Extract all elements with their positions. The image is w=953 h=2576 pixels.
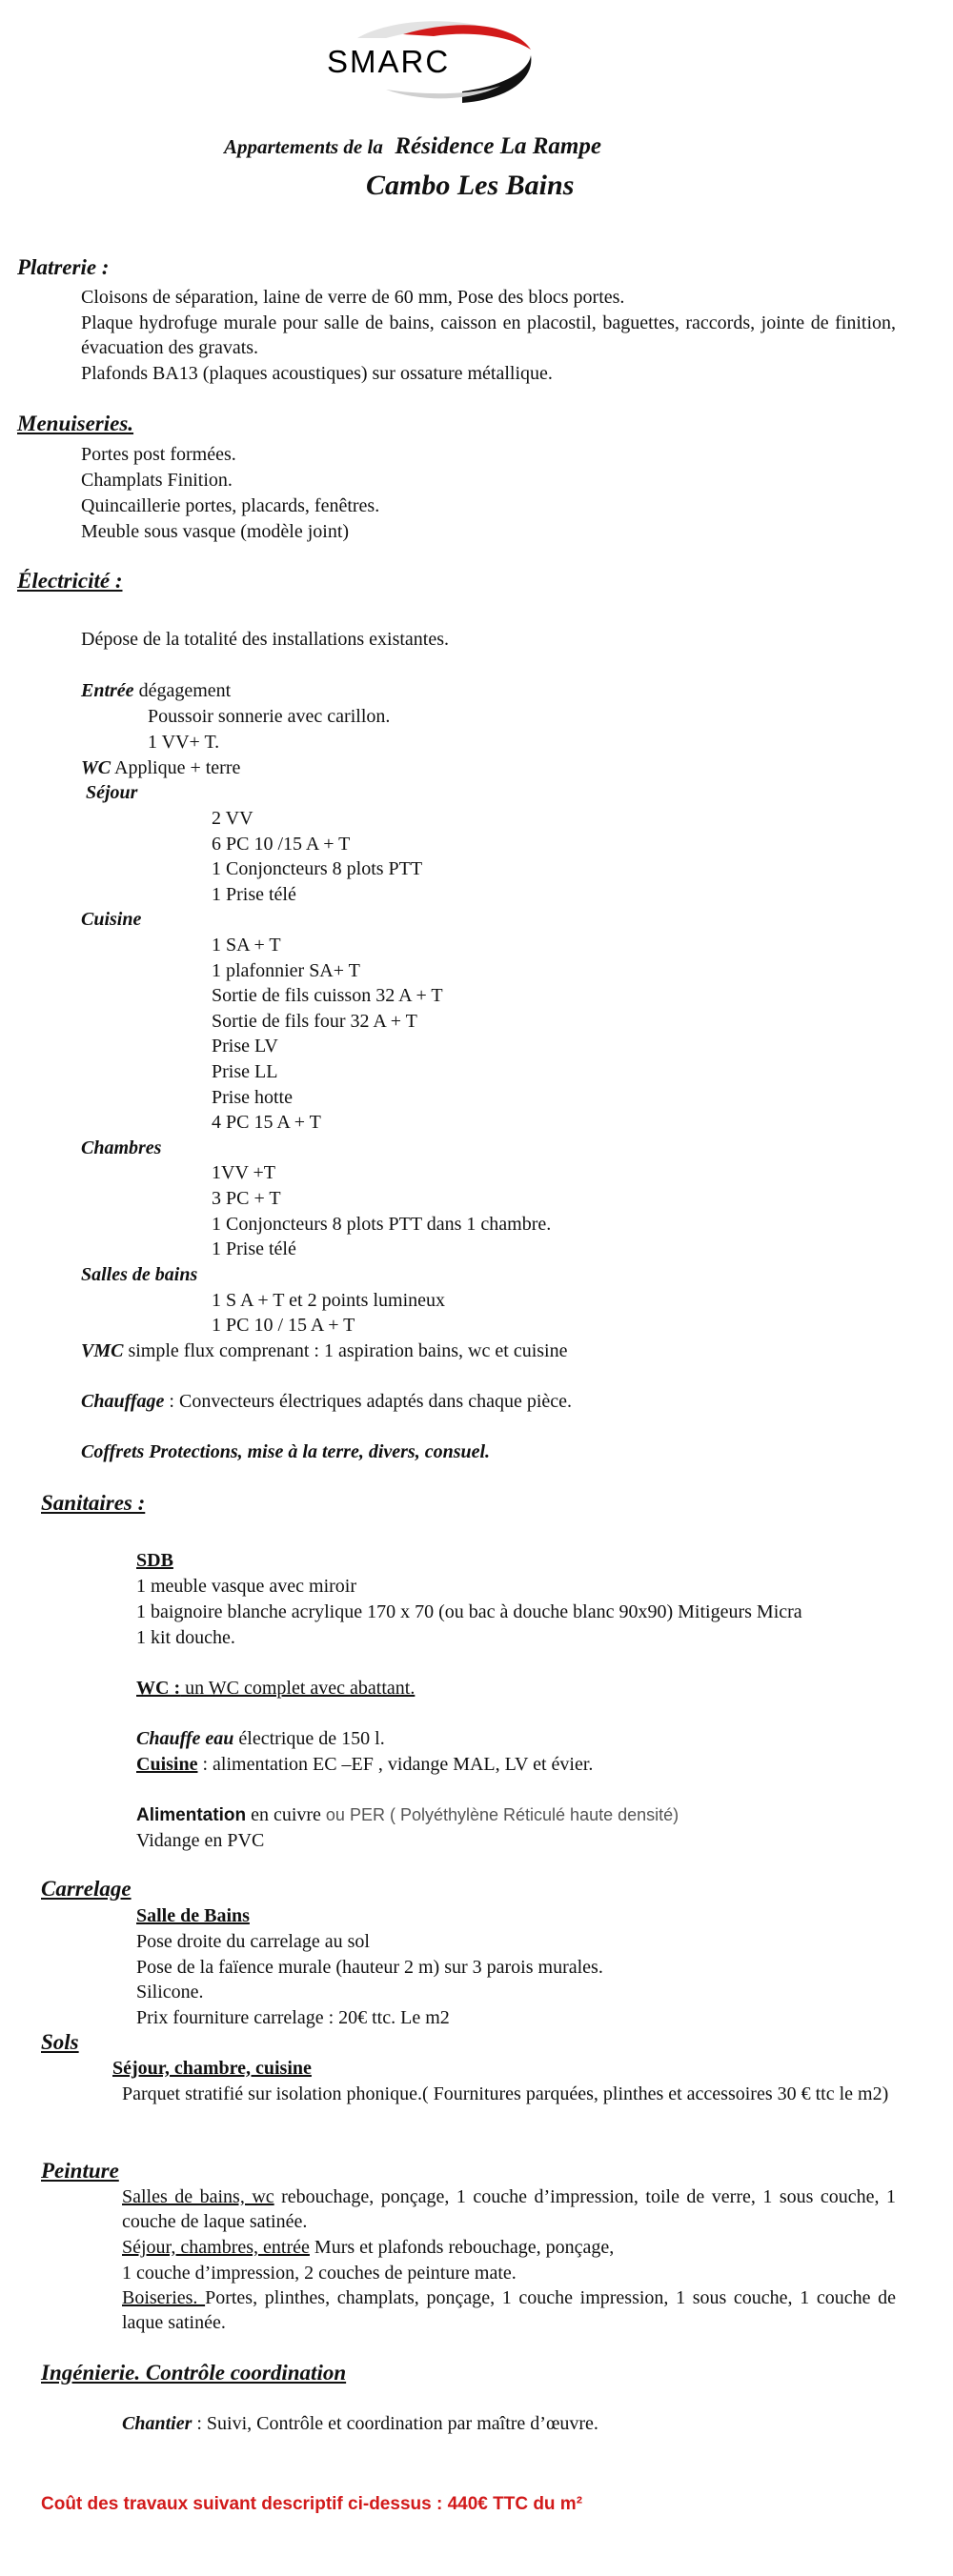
sejour-label: Séjour xyxy=(86,782,138,803)
peinture-p3-text: Portes, plinthes, champlats, ponçage, 1 couche impression, 1 sous couche, 1 couche de laque satinée. xyxy=(122,2287,897,2333)
cost-summary: Coût des travaux suivant descriptif ci-dessus : 440€ TTC du m² xyxy=(41,2494,583,2514)
cuisine-item: Sortie de fils four 32 A + T xyxy=(212,1011,417,1032)
electricite-vmc xyxy=(81,1338,567,1363)
carrelage-item: Prix fourniture carrelage : 20€ ttc. Le m2 xyxy=(136,2007,450,2028)
sanitaires-cuisine-text: : alimentation EC –EF , vidange MAL, LV et évier. xyxy=(197,1754,594,1775)
sdb-label: Salles de bains xyxy=(81,1264,198,1285)
menuiseries-item: Meuble sous vasque (modèle joint) xyxy=(81,521,350,542)
section-title-carrelage: Carrelage xyxy=(41,1877,132,1901)
title-main: Résidence La Rampe xyxy=(395,133,601,159)
chauffe-eau-text: électrique de 150 l. xyxy=(233,1728,385,1749)
sanitaires-sdb-item: 1 baignoire blanche acrylique 170 x 70 (ou bac à douche blanc 90x90) Mitigeurs Micra xyxy=(136,1601,802,1622)
peinture-p1-text: rebouchage, ponçage, 1 couche d’impression, toile de verre, 1 sous couche, 1 couche de laque satinée. xyxy=(122,2186,896,2232)
chambres-item: 1 Conjoncteurs 8 plots PTT dans 1 chambre. xyxy=(212,1214,552,1235)
peinture-p1-label: Salles de bains, wc xyxy=(122,2186,274,2207)
sejour-item: 2 VV xyxy=(212,808,253,829)
entree-label: Entrée xyxy=(81,680,134,701)
chambres-item: 1 Prise télé xyxy=(212,1238,296,1259)
page-title-line2: Cambo Les Bains xyxy=(366,170,575,201)
peinture-p2-line2: 1 couche d’impression, 2 couches de peinture mate. xyxy=(122,2263,517,2284)
wc-label: WC xyxy=(81,757,112,778)
electricite-intro: Dépose de la totalité des installations existantes. xyxy=(81,629,450,650)
section-title-electricite: Électricité : xyxy=(17,569,123,593)
alimentation-text: en cuivre xyxy=(246,1804,321,1825)
peinture-p1 xyxy=(122,2184,896,2234)
title-prefix: Appartements de la xyxy=(224,135,383,158)
section-title-sanitaires: Sanitaires : xyxy=(41,1491,146,1515)
sejour-item: 1 Conjoncteurs 8 plots PTT xyxy=(212,858,423,879)
menuiseries-item: Quincaillerie portes, placards, fenêtres. xyxy=(81,495,380,516)
chantier-label: Chantier xyxy=(122,2413,193,2434)
sanitaires-cuisine-label: Cuisine xyxy=(136,1754,198,1775)
carrelage-subtitle: Salle de Bains xyxy=(136,1905,250,1926)
cuisine-item: Prise hotte xyxy=(212,1087,293,1108)
chambres-item: 3 PC + T xyxy=(212,1188,281,1209)
cuisine-item: 4 PC 15 A + T xyxy=(212,1112,321,1133)
section-title-peinture: Peinture xyxy=(41,2159,119,2183)
sanitaires-wc-text: un WC complet avec abattant. xyxy=(180,1678,416,1699)
vmc-text: simple flux comprenant : 1 aspiration bains, wc et cuisine xyxy=(123,1340,568,1361)
sanitaires-vidange: Vidange en PVC xyxy=(136,1830,265,1851)
chauffage-text: : Convecteurs électriques adaptés dans chaque pièce. xyxy=(164,1391,573,1412)
carrelage-item: Pose de la faïence murale (hauteur 2 m) sur 3 parois murales. xyxy=(136,1957,603,1978)
menuiseries-item: Portes post formées. xyxy=(81,444,236,465)
chauffe-eau-label: Chauffe eau xyxy=(136,1728,234,1749)
carrelage-item: Pose droite du carrelage au sol xyxy=(136,1931,370,1952)
menuiseries-item: Champlats Finition. xyxy=(81,470,233,491)
cuisine-label: Cuisine xyxy=(81,909,142,930)
sanitaires-sdb-item: 1 kit douche. xyxy=(136,1627,235,1648)
carrelage-item: Silicone. xyxy=(136,1982,204,2002)
electricite-entree xyxy=(81,678,231,703)
electricite-wc xyxy=(81,755,240,780)
alimentation-label: Alimentation xyxy=(136,1805,247,1825)
cuisine-item: Prise LL xyxy=(212,1061,278,1082)
cuisine-item: Prise LV xyxy=(212,1036,278,1057)
section-title-platrerie: Platrerie : xyxy=(17,255,110,279)
entree-text: dégagement xyxy=(133,680,232,701)
page-title-line1 xyxy=(224,133,601,160)
peinture-p2 xyxy=(122,2235,614,2260)
entree-item: Poussoir sonnerie avec carillon. xyxy=(148,706,391,727)
chantier-text: : Suivi, Contrôle et coordination par maître d’œuvre. xyxy=(192,2413,598,2434)
electricite-chauffage xyxy=(81,1389,572,1414)
sdb-item: 1 S A + T et 2 points lumineux xyxy=(212,1290,446,1311)
cuisine-item: Sortie de fils cuisson 32 A + T xyxy=(212,985,443,1006)
company-logo xyxy=(319,11,538,107)
peinture-p3 xyxy=(122,2285,896,2335)
sanitaires-wc-label: WC : xyxy=(136,1678,181,1699)
electricite-coffrets: Coffrets Protections, mise à la terre, divers, consuel. xyxy=(81,1441,491,1462)
sejour-item: 6 PC 10 /15 A + T xyxy=(212,834,351,855)
sols-subtitle: Séjour, chambre, cuisine xyxy=(112,2058,312,2079)
sejour-item: 1 Prise télé xyxy=(212,884,296,905)
vmc-label: VMC xyxy=(81,1340,124,1361)
sanitaires-alimentation xyxy=(136,1802,679,1828)
chambres-item: 1VV +T xyxy=(212,1162,276,1183)
cuisine-item: 1 SA + T xyxy=(212,935,281,956)
chambres-label: Chambres xyxy=(81,1137,162,1158)
alimentation-note: ou PER ( Polyéthylène Réticulé haute densité) xyxy=(320,1805,679,1824)
section-title-menuiseries: Menuiseries. xyxy=(17,412,134,435)
section-title-ingenierie: Ingénierie. Contrôle coordination xyxy=(41,2361,347,2385)
platrerie-line: Cloisons de séparation, laine de verre de 60 mm, Pose des blocs portes. xyxy=(81,287,625,308)
platrerie-line: Plaque hydrofuge murale pour salle de bains, caisson en placostil, baguettes, raccords, jointe de finition, évacuation des gravats. xyxy=(81,312,896,358)
peinture-p3-label: Boiseries. xyxy=(122,2287,206,2308)
peinture-p2-text: Murs et plafonds rebouchage, ponçage, xyxy=(309,2237,615,2258)
sanitaires-chauffe-eau xyxy=(136,1726,385,1751)
sanitaires-wc xyxy=(136,1676,415,1701)
section-title-sols: Sols xyxy=(41,2030,79,2054)
sols-text: Parquet stratifié sur isolation phonique.( Fournitures parquées, plinthes et accessoires 30 € ttc le m2) xyxy=(122,2083,889,2104)
logo-text: SMARC xyxy=(327,44,451,79)
platrerie-line: Plafonds BA13 (plaques acoustiques) sur ossature métallique. xyxy=(81,363,553,384)
peinture-p2-label: Séjour, chambres, entrée xyxy=(122,2237,310,2258)
cuisine-item: 1 plafonnier SA+ T xyxy=(212,960,360,981)
sanitaires-sdb-title: SDB xyxy=(136,1550,173,1571)
sanitaires-sdb-item: 1 meuble vasque avec miroir xyxy=(136,1576,357,1597)
ingenierie-chantier xyxy=(122,2411,598,2436)
sdb-item: 1 PC 10 / 15 A + T xyxy=(212,1315,355,1336)
entree-item: 1 VV+ T. xyxy=(148,732,220,753)
wc-text: Applique + terre xyxy=(111,757,241,778)
chauffage-label: Chauffage xyxy=(81,1391,165,1412)
sanitaires-cuisine xyxy=(136,1752,593,1777)
